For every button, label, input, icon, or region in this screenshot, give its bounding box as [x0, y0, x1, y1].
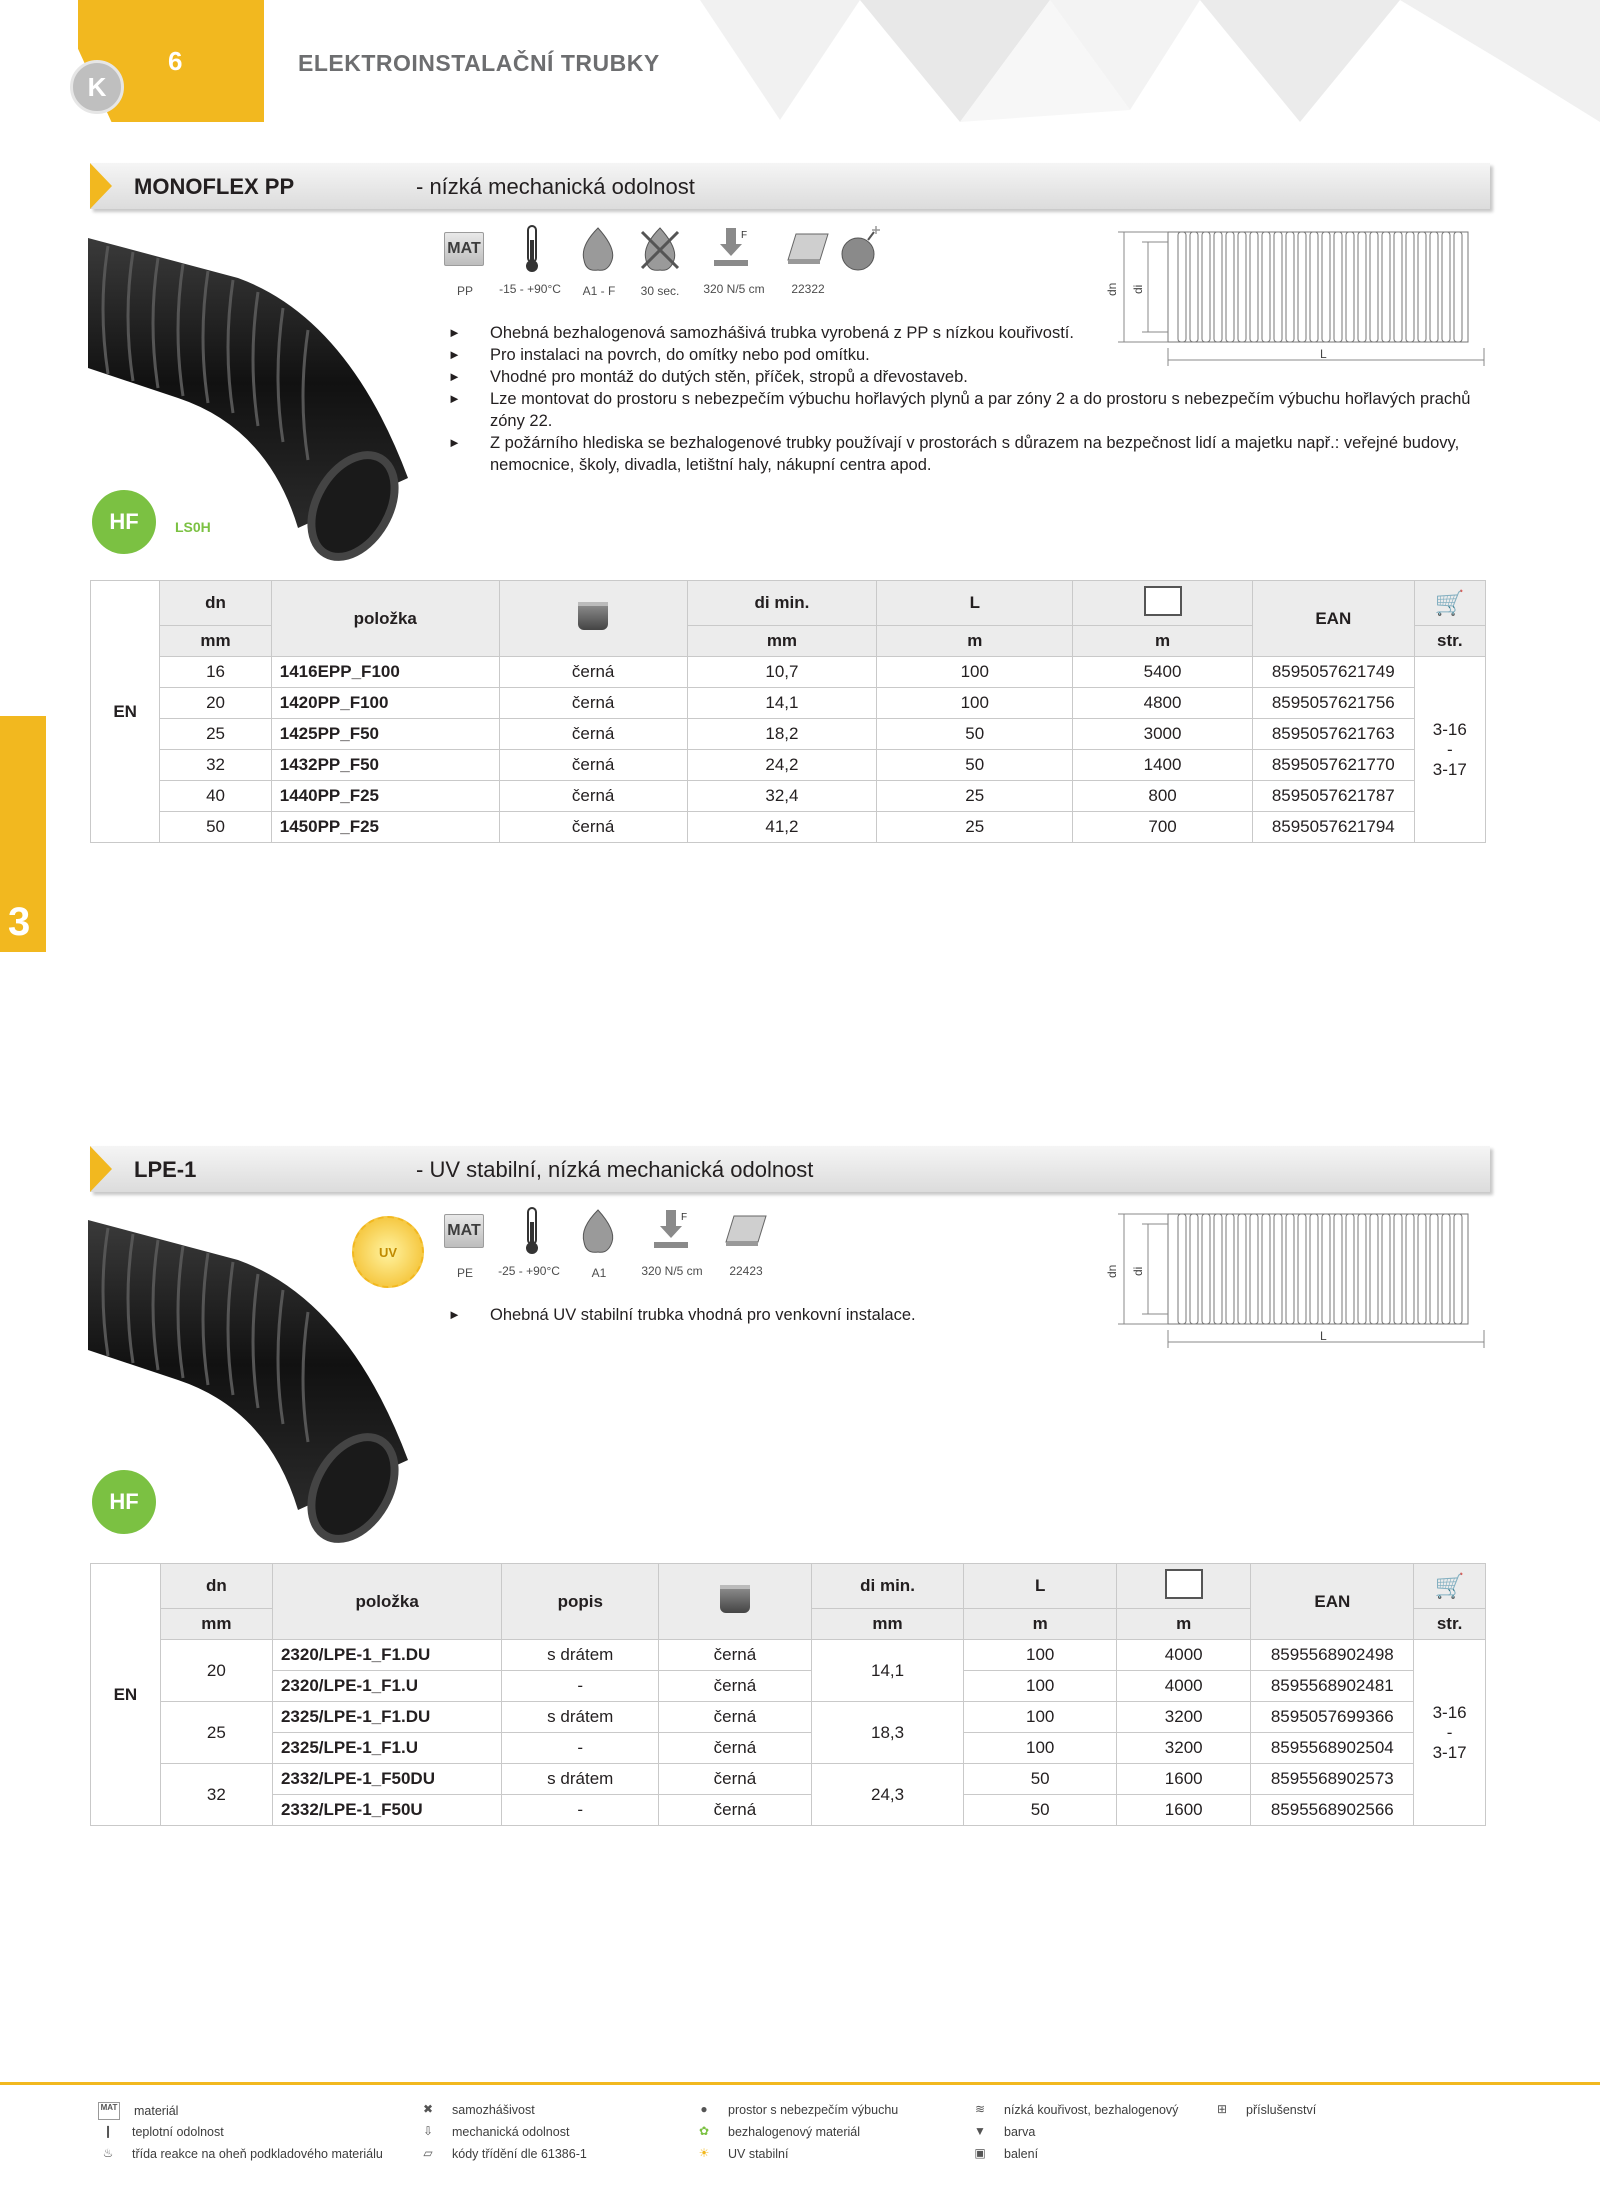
diagram-rib — [1274, 1214, 1282, 1324]
table-row — [91, 1795, 1486, 1826]
cell-dn: 16 — [160, 657, 271, 688]
diagram-rib — [1430, 1214, 1438, 1324]
cell-dn: 25 — [160, 1702, 272, 1764]
col-L: L — [877, 581, 1073, 626]
table-row — [91, 750, 1486, 781]
diagram-rib — [1370, 1214, 1378, 1324]
cell-L: 100 — [877, 657, 1073, 688]
cell-L: 50 — [964, 1764, 1117, 1795]
cell-item: 2325/LPE-1_F1.U — [272, 1733, 501, 1764]
cell-item: 1416EPP_F100 — [271, 657, 499, 688]
cell-dn: 20 — [160, 688, 271, 719]
table-row — [91, 1640, 1486, 1671]
cell-dn: 50 — [160, 812, 271, 843]
cell-L: 100 — [964, 1702, 1117, 1733]
col-ean: EAN — [1251, 1564, 1414, 1640]
col-dn: dn — [160, 1564, 272, 1609]
cell-color: černá — [499, 657, 687, 688]
cell-L: 50 — [877, 719, 1073, 750]
icon-label-material: PP — [456, 284, 473, 298]
diagram-rib — [1454, 1214, 1462, 1324]
flame-icon: ♨ — [102, 2146, 114, 2160]
cart-icon: 🛒 — [1434, 589, 1465, 617]
cell-ean: 8595568902498 — [1251, 1640, 1414, 1671]
material-block-icon — [786, 230, 830, 268]
material-block-icon — [724, 1212, 768, 1250]
pressure-icon — [712, 228, 750, 270]
cell-pack: 3000 — [1073, 719, 1253, 750]
cell-ean: 8595057621763 — [1252, 719, 1414, 750]
uv-icon: ☀ — [698, 2146, 710, 2160]
cell-color: černá — [659, 1702, 812, 1733]
table-row — [91, 781, 1486, 812]
diagram-rib — [1226, 1214, 1234, 1324]
icon-label-code: 22322 — [791, 282, 825, 296]
icon-label-fire-class: A1 - F — [582, 284, 616, 298]
cell-ean: 8595568902573 — [1251, 1764, 1414, 1795]
diagram-l-label: L — [1320, 1329, 1327, 1343]
diagram-rib — [1406, 1214, 1414, 1324]
legend-item: ☀ UV stabilní — [694, 2146, 788, 2162]
norm-cell: EN — [91, 1564, 161, 1826]
diagram-rib — [1346, 1214, 1354, 1324]
cell-item: 1425PP_F50 — [271, 719, 499, 750]
cell-dn: 25 — [160, 719, 271, 750]
box-icon — [1144, 586, 1182, 616]
unit-dn: mm — [160, 626, 271, 657]
diagram-rib — [1334, 1214, 1342, 1324]
thermometer-icon: ❙ — [102, 2124, 114, 2138]
col-polozka: položka — [272, 1564, 501, 1640]
thermometer-icon — [522, 224, 542, 274]
col-polozka: položka — [271, 581, 499, 657]
diagram-rib — [1250, 1214, 1258, 1324]
legend-item: ⇩ mechanická odolnost — [418, 2124, 569, 2140]
diagram-rib — [1202, 1214, 1210, 1324]
cell-popis: - — [502, 1671, 659, 1702]
diagram-rib — [1310, 1214, 1318, 1324]
diagram-rib — [1286, 1214, 1294, 1324]
cell-L: 25 — [877, 781, 1073, 812]
icon-label-fire-class: A1 — [591, 1266, 607, 1280]
col-dn: dn — [160, 581, 271, 626]
cell-pack: 1600 — [1117, 1795, 1251, 1826]
unit-L: m — [877, 626, 1073, 657]
legend-item: ▱ kódy třídění dle 61386-1 — [418, 2146, 587, 2162]
table-row — [91, 1764, 1486, 1795]
cell-pack: 4000 — [1117, 1640, 1251, 1671]
norm-cell: EN — [91, 581, 160, 843]
cell-ean: 8595568902566 — [1251, 1795, 1414, 1826]
unit-str: str. — [1414, 626, 1485, 657]
col-color — [499, 581, 687, 657]
box-icon — [1165, 1569, 1203, 1599]
feature-item: ► Vhodné pro montáž do dutých stěn, příček, stropů a dřevostaveb. — [448, 366, 1488, 388]
cell-ean: 8595057699366 — [1251, 1702, 1414, 1733]
table-row — [91, 719, 1486, 750]
unit-pack: m — [1073, 626, 1253, 657]
cell-ean: 8595057621787 — [1252, 781, 1414, 812]
unit-L: m — [964, 1609, 1117, 1640]
cell-ean: 8595057621756 — [1252, 688, 1414, 719]
feature-item: ► Ohebná UV stabilní trubka vhodná pro venkovní instalace. — [448, 1304, 1148, 1326]
cell-color: černá — [499, 812, 687, 843]
cell-di: 32,4 — [687, 781, 877, 812]
diagram-rib — [1358, 1214, 1366, 1324]
product-name: MONOFLEX PP — [134, 174, 295, 199]
col-cart — [1414, 581, 1485, 626]
cell-color: černá — [499, 750, 687, 781]
cell-di: 24,2 — [687, 750, 877, 781]
paint-icon: ▼ — [974, 2124, 986, 2138]
section-bar — [90, 163, 1490, 209]
icon-label-mechanical: 320 N/5 cm — [703, 282, 765, 296]
cell-di: 41,2 — [687, 812, 877, 843]
table-row — [91, 1671, 1486, 1702]
self-extinguish-icon — [638, 226, 682, 272]
legend-item: ▼ barva — [970, 2124, 1035, 2140]
cell-pack: 800 — [1073, 781, 1253, 812]
cell-ean: 8595057621749 — [1252, 657, 1414, 688]
cell-L: 50 — [964, 1795, 1117, 1826]
legend-item: ♨ třída reakce na oheň podkladového materiálu — [98, 2146, 383, 2162]
cell-di: 14,1 — [811, 1640, 964, 1702]
cell-popis: - — [502, 1733, 659, 1764]
diagram-rib — [1190, 1214, 1198, 1324]
diagram-rib — [1418, 1214, 1426, 1324]
legend-item: ▣ balení — [970, 2146, 1038, 2162]
cell-ean: 8595057621770 — [1252, 750, 1414, 781]
cell-popis: s drátem — [502, 1702, 659, 1733]
feature-item: ► Z požárního hlediska se bezhalogenové trubky používají v prostorách s důrazem na bezpečnost lidí a majetku např.: veřejné budovy, nemocnice, školy, divadla, letištní haly, nákupní centra apod. — [448, 432, 1488, 476]
chapter-number: 3 — [8, 900, 31, 944]
cell-item: 2320/LPE-1_F1.U — [272, 1671, 501, 1702]
section-arrow-marker — [90, 1146, 112, 1192]
diagram-l-label: L — [1320, 347, 1327, 361]
table-row — [91, 657, 1486, 688]
cell-popis: s drátem — [502, 1764, 659, 1795]
cell-L: 100 — [964, 1640, 1117, 1671]
unit-dimin: mm — [811, 1609, 964, 1640]
col-dimin: di min. — [687, 581, 877, 626]
cell-di: 24,3 — [811, 1764, 964, 1826]
hf-badge: HF — [92, 490, 156, 554]
brand-logo: K — [70, 60, 124, 114]
col-ean: EAN — [1252, 581, 1414, 657]
diagram-rib — [1394, 1214, 1402, 1324]
product-desc: - UV stabilní, nízká mechanická odolnost — [416, 1157, 814, 1182]
cell-pack: 3200 — [1117, 1702, 1251, 1733]
cell-color: černá — [499, 688, 687, 719]
feature-item: ► Ohebná bezhalogenová samozhášivá trubka vyrobená z PP s nízkou kouřivostí. — [448, 322, 1110, 344]
svg-text:F: F — [741, 230, 748, 241]
cell-ean: 8595568902504 — [1251, 1733, 1414, 1764]
cell-pack: 4800 — [1073, 688, 1253, 719]
cell-di: 14,1 — [687, 688, 877, 719]
explosion-icon — [840, 224, 882, 272]
cell-di: 10,7 — [687, 657, 877, 688]
cell-dn: 32 — [160, 1764, 272, 1826]
table-row — [91, 1702, 1486, 1733]
table-row — [91, 812, 1486, 843]
ls0h-badge: LS0H — [175, 519, 211, 535]
cell-popis: - — [502, 1795, 659, 1826]
mat-icon: MAT — [98, 2102, 120, 2120]
cell-pack: 1400 — [1073, 750, 1253, 781]
unit-pack: m — [1117, 1609, 1251, 1640]
hf-badge: HF — [92, 1470, 156, 1534]
pressure-icon: ⇩ — [422, 2124, 434, 2138]
table-row — [91, 1733, 1486, 1764]
cell-pack: 1600 — [1117, 1764, 1251, 1795]
cell-item: 1432PP_F50 — [271, 750, 499, 781]
icon-label-temperature: -25 - +90°C — [498, 1264, 560, 1278]
product-name: LPE-1 — [134, 1157, 197, 1182]
icon-label-mechanical: 320 N/5 cm — [641, 1264, 703, 1278]
uv-badge: UV — [352, 1216, 424, 1288]
cell-dn: 32 — [160, 750, 271, 781]
product-table-monoflex — [90, 580, 1486, 843]
diagram-rib — [1322, 1214, 1330, 1324]
diagram-rib — [1238, 1214, 1246, 1324]
cell-L: 25 — [877, 812, 1073, 843]
cell-ean: 8595568902481 — [1251, 1671, 1414, 1702]
diagram-dn-label: dn — [1105, 282, 1119, 296]
col-popis: popis — [502, 1564, 659, 1640]
unit-str: str. — [1414, 1609, 1486, 1640]
cell-pack: 5400 — [1073, 657, 1253, 688]
cart-icon: ⊞ — [1216, 2102, 1228, 2116]
tube-image — [88, 238, 418, 528]
legend-item: ● prostor s nebezpečím výbuchu — [694, 2102, 898, 2118]
unit-dimin: mm — [687, 626, 877, 657]
box-icon: ▣ — [974, 2146, 986, 2160]
icon-label-self-extinguish: 30 sec. — [640, 284, 680, 298]
table-row — [91, 688, 1486, 719]
cell-L: 100 — [964, 1671, 1117, 1702]
icon-label-code: 22423 — [729, 1264, 763, 1278]
section-arrow-marker — [90, 163, 112, 209]
cell-color: černá — [659, 1640, 812, 1671]
cell-item: 1420PP_F100 — [271, 688, 499, 719]
cell-dn: 40 — [160, 781, 271, 812]
hf-icon: ✿ — [698, 2124, 710, 2138]
cell-color: černá — [659, 1671, 812, 1702]
cell-item: 2332/LPE-1_F50DU — [272, 1764, 501, 1795]
icon-label-temperature: -15 - +90°C — [499, 282, 561, 296]
legend-item: ⊞ příslušenství — [1212, 2102, 1316, 2118]
cell-popis: s drátem — [502, 1640, 659, 1671]
diagram-rib — [1298, 1214, 1306, 1324]
diagram-rib — [1178, 1214, 1186, 1324]
flame-icon — [576, 226, 620, 272]
diagram-di-label: di — [1131, 284, 1145, 294]
col-L: L — [964, 1564, 1117, 1609]
cell-L: 100 — [877, 688, 1073, 719]
col-color — [659, 1564, 812, 1640]
explosion-icon: ● — [700, 2102, 708, 2116]
cell-pack: 4000 — [1117, 1671, 1251, 1702]
cell-str: 3-16 - 3-17 — [1414, 657, 1485, 843]
cell-color: černá — [499, 781, 687, 812]
svg-text:F: F — [681, 1212, 688, 1223]
cell-di: 18,2 — [687, 719, 877, 750]
feature-list — [448, 1304, 1148, 1326]
cell-L: 100 — [964, 1733, 1117, 1764]
unit-dn: mm — [160, 1609, 272, 1640]
footer-divider — [0, 2082, 1600, 2085]
feature-item: ► Pro instalaci na povrch, do omítky nebo pod omítku. — [448, 344, 1488, 366]
smoke-icon: ≋ — [974, 2102, 986, 2116]
cell-item: 2332/LPE-1_F50U — [272, 1795, 501, 1826]
cell-item: 2325/LPE-1_F1.DU — [272, 1702, 501, 1733]
diagram-dn-label: dn — [1105, 1264, 1119, 1278]
col-dimin: di min. — [811, 1564, 964, 1609]
diagram-rib — [1442, 1214, 1450, 1324]
diagram-rib — [1262, 1214, 1270, 1324]
cell-color: černá — [499, 719, 687, 750]
paint-bucket-icon — [720, 1585, 750, 1613]
mat-icon: MAT — [444, 1214, 484, 1248]
cell-ean: 8595057621794 — [1252, 812, 1414, 843]
cell-str: 3-16 - 3-17 — [1414, 1640, 1486, 1826]
col-pack — [1073, 581, 1253, 626]
cell-di: 18,3 — [811, 1702, 964, 1764]
mat-icon: MAT — [444, 232, 484, 266]
col-pack — [1117, 1564, 1251, 1609]
cart-icon: 🛒 — [1434, 1572, 1465, 1600]
cell-color: černá — [659, 1764, 812, 1795]
feature-item: ► Lze montovat do prostoru s nebezpečím výbuchu hořlavých plynů a par zóny 2 a do prostoru s nebezpečím výbuchu hořlavých prachů zóny 22. — [448, 388, 1488, 432]
icon-label-material: PE — [456, 1266, 473, 1280]
cell-L: 50 — [877, 750, 1073, 781]
cell-pack: 3200 — [1117, 1733, 1251, 1764]
flame-icon — [576, 1208, 620, 1254]
cell-item: 2320/LPE-1_F1.DU — [272, 1640, 501, 1671]
product-desc: - nízká mechanická odolnost — [416, 174, 695, 199]
cell-item: 1440PP_F25 — [271, 781, 499, 812]
paint-bucket-icon — [578, 602, 608, 630]
diagram-rib — [1214, 1214, 1222, 1324]
cell-item: 1450PP_F25 — [271, 812, 499, 843]
page-title: ELEKTROINSTALAČNÍ TRUBKY — [298, 50, 660, 76]
tube-dimension-diagram — [1105, 1210, 1488, 1350]
pressure-icon — [652, 1210, 690, 1252]
cell-pack: 700 — [1073, 812, 1253, 843]
code-icon: ▱ — [423, 2146, 433, 2160]
diagram-rib — [1382, 1214, 1390, 1324]
diagram-di-label: di — [1131, 1266, 1145, 1276]
cell-color: černá — [659, 1795, 812, 1826]
legend-item: ❙ teplotní odolnost — [98, 2124, 224, 2140]
product-table-lpe — [90, 1563, 1486, 1826]
cell-color: černá — [659, 1733, 812, 1764]
page-number: 6 — [168, 46, 183, 76]
legend-item: MAT materiál — [98, 2102, 178, 2120]
cell-dn: 20 — [160, 1640, 272, 1702]
thermometer-icon — [522, 1206, 542, 1256]
legend-item: ≋ nízká kouřivost, bezhalogenový — [970, 2102, 1178, 2118]
col-cart — [1414, 1564, 1486, 1609]
legend-item: ✿ bezhalogenový materiál — [694, 2124, 860, 2140]
feature-list — [448, 322, 1488, 476]
legend-item: ✖ samozhášivost — [418, 2102, 535, 2118]
self-extinguish-icon: ✖ — [422, 2102, 434, 2116]
